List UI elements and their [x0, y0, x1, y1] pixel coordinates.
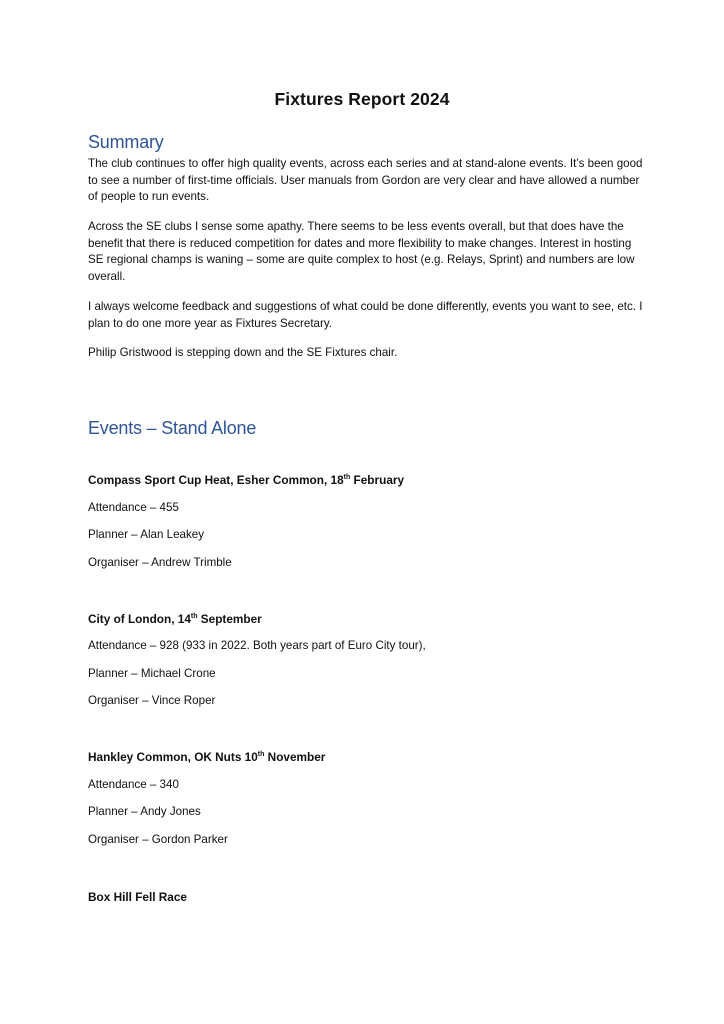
event-title-text: Compass Sport Cup Heat, Esher Common, 18 [88, 473, 344, 487]
event-attendance: Attendance – 928 (933 in 2022. Both years part of Euro City tour), [88, 639, 426, 652]
event-title-ordinal: th [257, 751, 265, 758]
events-heading: Events – Stand Alone [88, 418, 257, 438]
summary-heading: Summary [88, 132, 164, 152]
event-title-text: Hankley Common, OK Nuts 10 [88, 750, 258, 764]
document-title: Fixtures Report 2024 [274, 89, 450, 109]
event-title-ordinal: th [190, 613, 198, 620]
event-title-month: November [264, 750, 326, 764]
event-title [88, 473, 404, 487]
event-title [88, 750, 325, 764]
event-organiser: Organiser – Gordon Parker [88, 833, 228, 846]
event-attendance: Attendance – 455 [88, 501, 179, 514]
summary-paragraph-1: The club continues to offer high quality events, across each series and at stand-alone events. It’s been good to see a number of first-time officials. User manuals from Gordon are very clear and have allowed a number of people to run events. [88, 157, 643, 204]
event-organiser: Organiser – Vince Roper [88, 694, 216, 707]
summary-paragraph-4: Philip Gristwood is stepping down and the SE Fixtures chair. [88, 346, 398, 359]
summary-paragraph-3: I always welcome feedback and suggestions of what could be done differently, events you want to see, etc. I plan to do one more year as Fixtures Secretary. [88, 300, 643, 330]
event-organiser: Organiser – Andrew Trimble [88, 556, 232, 569]
event-planner: Planner – Michael Crone [88, 667, 216, 680]
event-title-ordinal: th [343, 474, 351, 481]
event-title [88, 612, 262, 626]
event-planner: Planner – Andy Jones [88, 805, 201, 818]
event-title-text: City of London, 14 [88, 612, 191, 626]
event-title-month: February [350, 473, 405, 487]
event-title: Box Hill Fell Race [88, 890, 187, 904]
event-planner: Planner – Alan Leakey [88, 528, 205, 541]
event-title-month: September [197, 612, 262, 626]
summary-paragraph-2: Across the SE clubs I sense some apathy. There seems to be less events overall, but that does have the benefit that there is reduced competition for dates and more flexibility to make changes. Interest in hosting SE regional champs is waning – some are quite complex to host (e.g. Relays, Sprint) and numbers are low overall. [88, 220, 635, 283]
event-attendance: Attendance – 340 [88, 778, 179, 791]
